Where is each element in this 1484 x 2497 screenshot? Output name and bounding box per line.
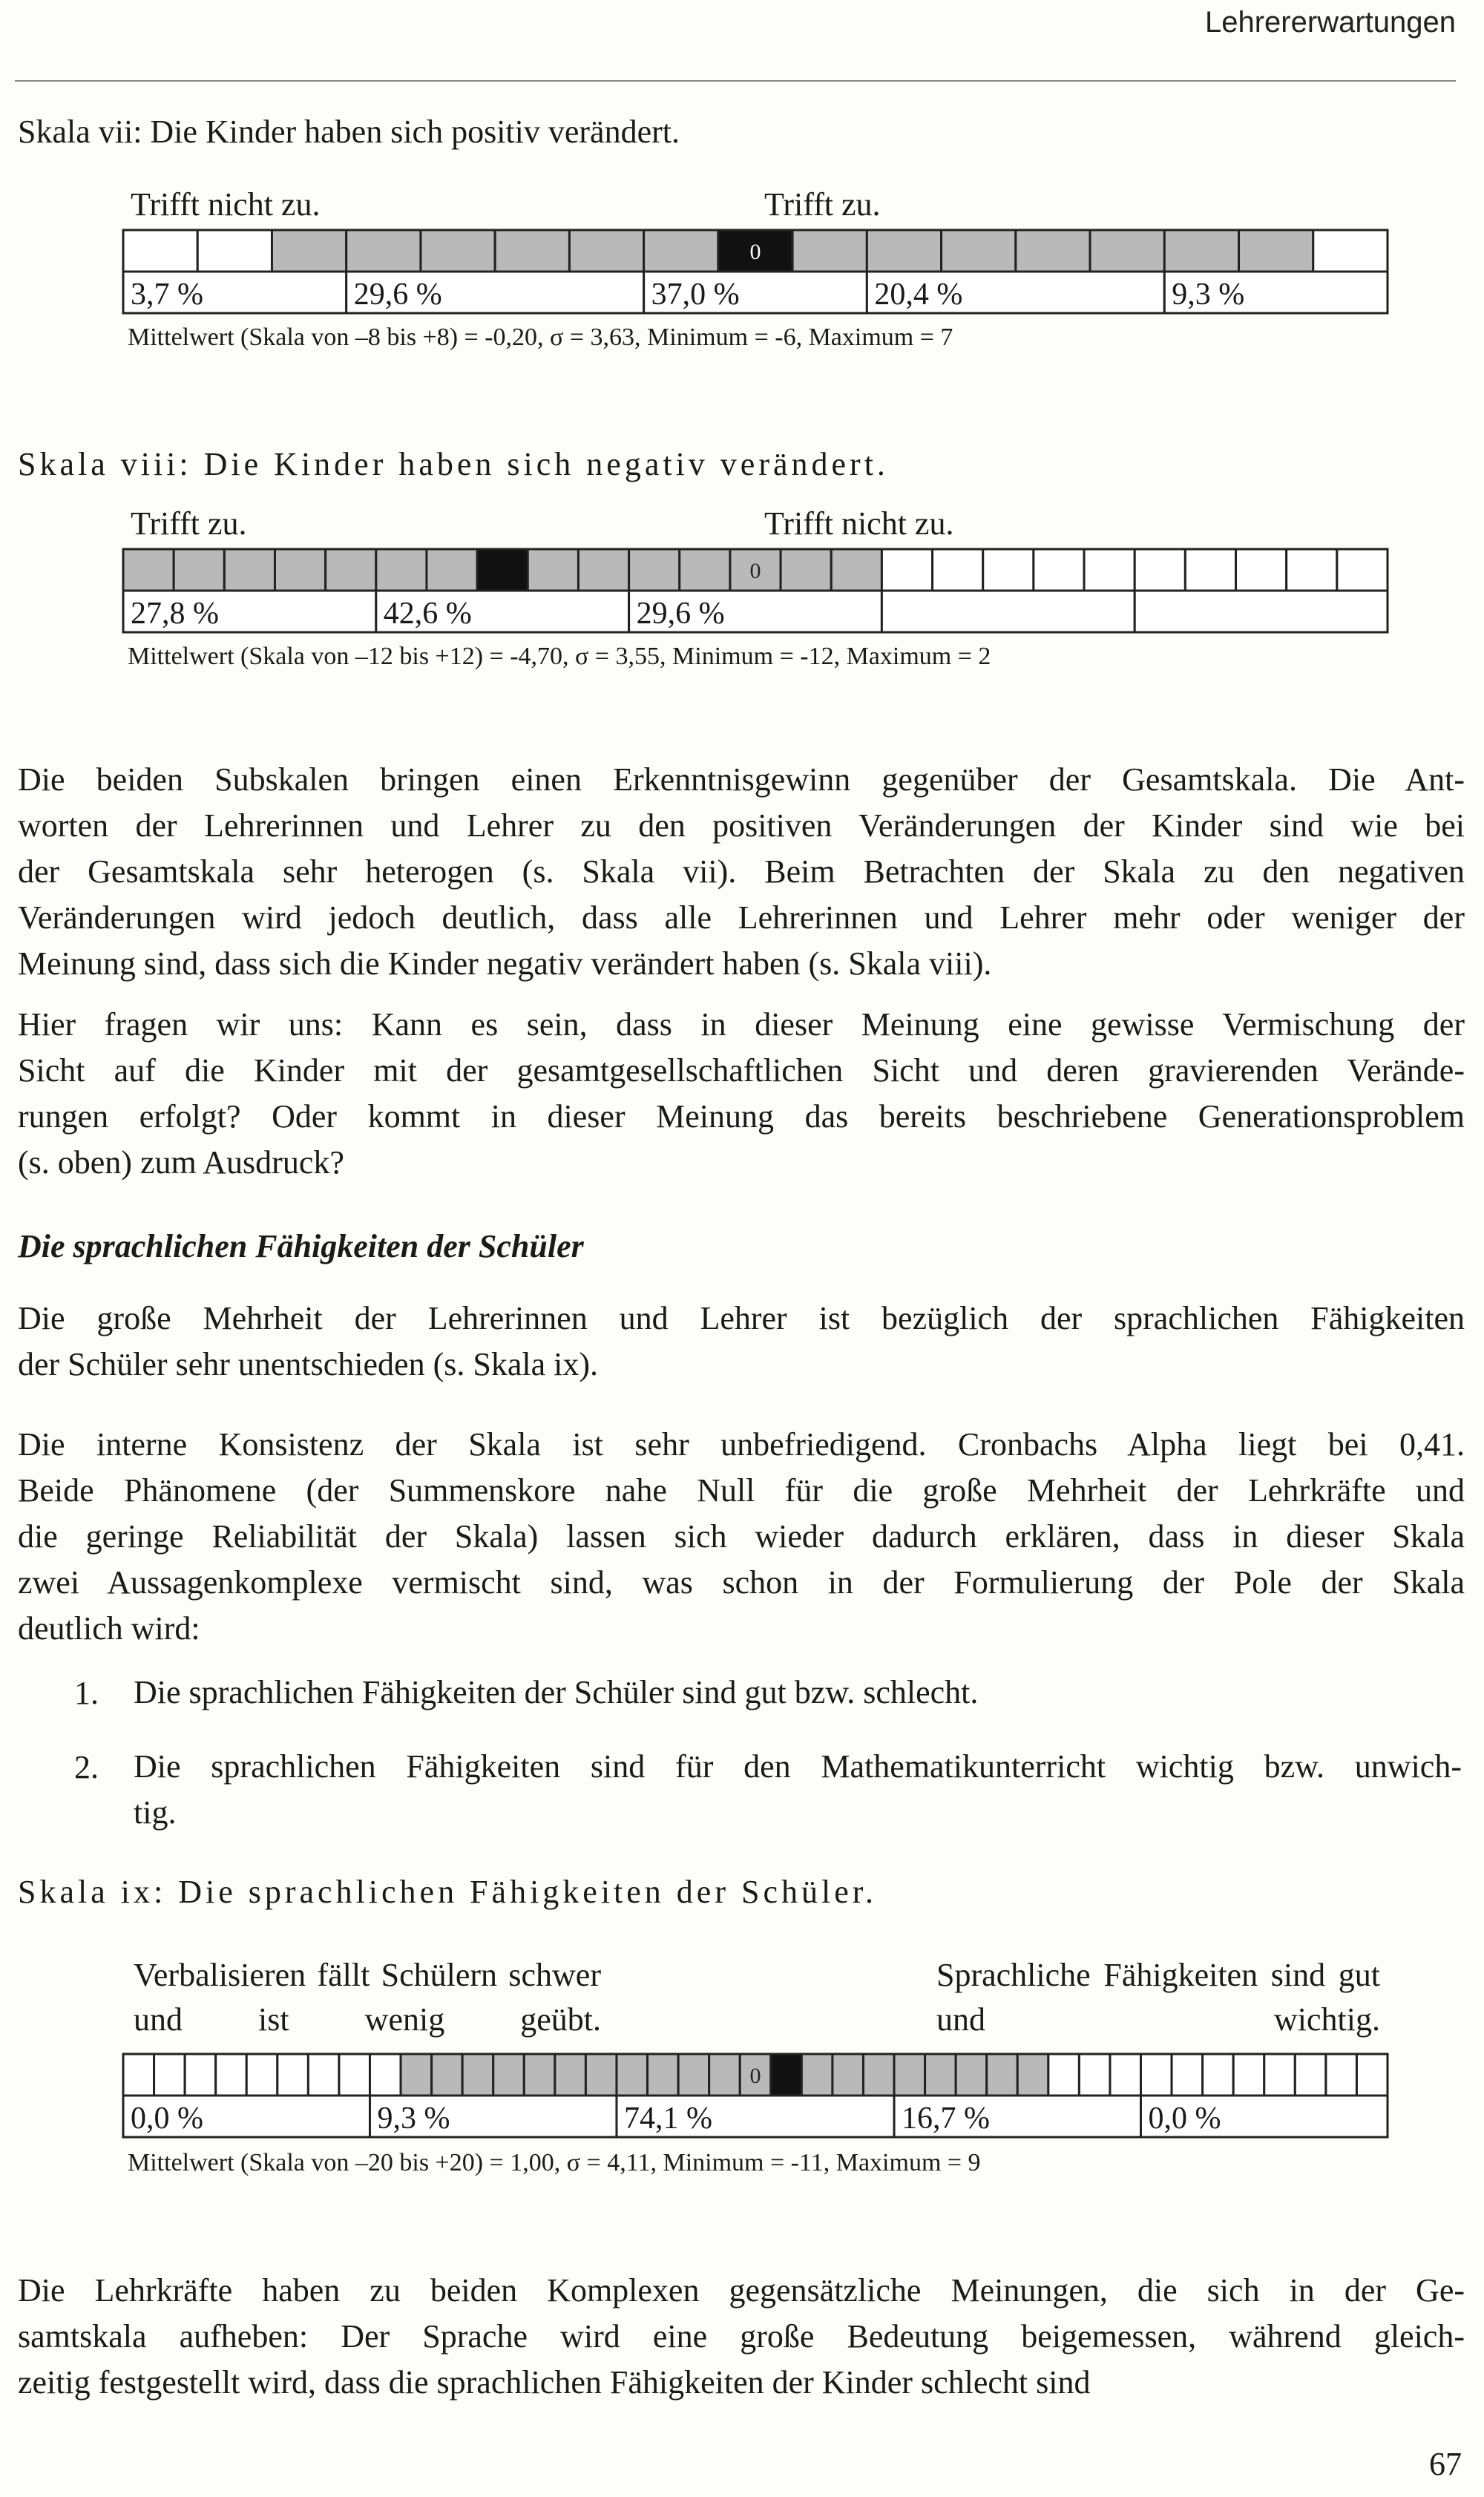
percent-cell — [881, 591, 1135, 632]
paragraph-line: (s. oben) zum Ausdruck? — [18, 1144, 344, 1181]
scale-vii-title: Skala vii: Die Kinder haben sich positiv verändert. — [18, 114, 680, 150]
scale-cell — [1233, 2054, 1264, 2096]
scale-cell — [1287, 549, 1337, 591]
scale-ix-title: Skala ix: Die sprachlichen Fähigkeiten der Schüler. — [18, 1874, 877, 1910]
list-number: 2. — [74, 1749, 99, 1785]
scale-cell — [123, 549, 174, 591]
scale-cell — [933, 549, 983, 591]
scale-cell — [477, 549, 528, 591]
running-header: Lehrererwartungen — [1205, 6, 1456, 39]
paragraph-line: Veränderungen wird jedoch deutlich, dass alle Lehrerinnen und Lehrer mehr oder weniger der — [18, 899, 1465, 936]
scale-cell — [1090, 230, 1164, 272]
scale-cell — [1135, 549, 1185, 591]
paragraph-5 — [18, 2268, 1465, 2406]
percent-label: 29,6 % — [353, 278, 442, 312]
scale-ix-left-pole: Verbalisieren fällt Schülern schwer und ist wenig geübt. — [134, 1957, 601, 2038]
paragraph-line: zwei Aussagenkomplexe vermischt sind, was schon in der Formulierung der Pole der Skala — [18, 1564, 1465, 1601]
scale-cell — [1017, 2054, 1048, 2096]
zero-label: 0 — [749, 2064, 761, 2088]
header-rule — [15, 80, 1456, 82]
scale-viii-title: Skala viii: Die Kinder haben sich negativ verändert. — [18, 446, 889, 482]
list-line: Die sprachlichen Fähigkeiten sind für den Mathematikunterricht wichtig bzw. unwich- — [134, 1748, 1462, 1785]
scale-cell — [569, 230, 643, 272]
scale-cell — [1326, 2054, 1357, 2096]
paragraph-1 — [18, 757, 1465, 987]
scale-cell — [1236, 549, 1287, 591]
scale-cell — [1356, 2054, 1388, 2096]
scale-cell — [370, 2054, 401, 2096]
scale-viii-right-pole: Trifft nicht zu. — [764, 505, 954, 542]
percent-label: 3,7 % — [131, 278, 203, 312]
percent-label: 16,7 % — [902, 2101, 991, 2136]
scale-cell — [1185, 549, 1235, 591]
paragraph-line: Sicht auf die Kinder mit der gesamtgesellschaftlichen Sicht und deren gravierenden Verände- — [18, 1052, 1465, 1089]
scale-cell — [644, 230, 718, 272]
scale-cell — [881, 549, 932, 591]
scale-cell — [801, 2054, 833, 2096]
paragraph-line: deutlich wird: — [18, 1610, 200, 1647]
paragraph-line: Die interne Konsistenz der Skala ist sehr unbefriedigend. Cronbachs Alpha liegt bei 0,41. — [18, 1426, 1465, 1463]
scale-viii-left-pole: Trifft zu. — [131, 505, 247, 542]
scale-cell — [983, 549, 1034, 591]
scale-vii-stats: Mittelwert (Skala von –8 bis +8) = -0,20, σ = 3,63, Minimum = -6, Maximum = 7 — [128, 324, 953, 351]
paragraph-line: zeitig festgestellt wird, dass die sprachlichen Fähigkeiten der Kinder schlecht sind — [18, 2364, 1091, 2401]
scale-cell — [925, 2054, 956, 2096]
scale-cell — [462, 2054, 493, 2096]
scale-cell — [1048, 2054, 1080, 2096]
list-item — [134, 1744, 1462, 1836]
scale-cell — [678, 2054, 709, 2096]
percent-label: 42,6 % — [383, 597, 472, 631]
scale-cell — [376, 549, 427, 591]
paragraph-line: Die Lehrkräfte haben zu beiden Komplexen gegensätzliche Meinungen, die sich in der Ge- — [18, 2272, 1465, 2309]
scale-cell — [123, 230, 197, 272]
scale-cell — [680, 549, 730, 591]
list-line: tig. — [134, 1794, 177, 1831]
scale-cell — [867, 230, 941, 272]
scale-cell — [347, 230, 421, 272]
scale-cell — [1239, 230, 1313, 272]
paragraph-line: Hier fragen wir uns: Kann es sein, dass in dieser Meinung eine gewisse Vermischung der — [18, 1006, 1465, 1043]
scale-cell — [185, 2054, 216, 2096]
paragraph-line: Beide Phänomene (der Summenskore nahe Null für die große Mehrheit der Lehrkräfte und — [18, 1472, 1465, 1509]
scale-cell — [1337, 549, 1388, 591]
scale-cell — [524, 2054, 555, 2096]
scale-ix-chart — [122, 2053, 1389, 2140]
scale-cell — [1172, 2054, 1203, 2096]
scale-cell — [1079, 2054, 1110, 2096]
scale-cell — [1016, 230, 1090, 272]
scale-cell — [1141, 2054, 1172, 2096]
scale-cell — [427, 549, 477, 591]
scale-cell — [308, 2054, 339, 2096]
scale-cell — [174, 549, 224, 591]
scale-cell — [781, 549, 831, 591]
scale-cell — [272, 230, 346, 272]
scale-cell — [1264, 2054, 1296, 2096]
scale-viii-chart — [122, 548, 1389, 635]
scale-cell — [1203, 2054, 1234, 2096]
list-number: 1. — [74, 1675, 99, 1711]
scale-cell — [326, 549, 376, 591]
scale-cell — [894, 2054, 925, 2096]
scale-cell — [401, 2054, 432, 2096]
scale-cell — [709, 2054, 741, 2096]
scale-cell — [246, 2054, 278, 2096]
list-line: Die sprachlichen Fähigkeiten der Schüler sind gut bzw. schlecht. — [134, 1674, 979, 1710]
percent-label: 27,8 % — [131, 597, 219, 631]
list-item — [134, 1670, 1462, 1716]
scale-viii-stats: Mittelwert (Skala von –12 bis +12) = -4,70, σ = 3,55, Minimum = -12, Maximum = 2 — [128, 643, 991, 670]
scale-cell — [154, 2054, 186, 2096]
scale-cell — [1084, 549, 1135, 591]
scale-cell — [432, 2054, 463, 2096]
scale-cell — [224, 549, 275, 591]
percent-label: 74,1 % — [623, 2101, 712, 2136]
scale-cell — [495, 230, 569, 272]
percent-label: 20,4 % — [874, 278, 963, 312]
percent-label: 29,6 % — [636, 597, 725, 631]
percent-label: 9,3 % — [377, 2101, 450, 2136]
scale-cell — [629, 549, 680, 591]
scale-cell — [617, 2054, 648, 2096]
scale-cell — [831, 549, 881, 591]
paragraph-line: samtskala aufheben: Der Sprache wird eine große Bedeutung beigemessen, während gleich- — [18, 2318, 1465, 2355]
scale-cell — [1295, 2054, 1326, 2096]
scale-ix-right-pole: Sprachliche Fähigkeiten sind gut und wichtig. — [936, 1957, 1380, 2038]
scale-cell — [197, 230, 272, 272]
paragraph-4 — [18, 1422, 1465, 1652]
paragraph-3 — [18, 1296, 1465, 1388]
zero-label: 0 — [749, 559, 761, 583]
scale-cell — [528, 549, 578, 591]
scale-vii-left-pole: Trifft nicht zu. — [131, 186, 321, 223]
scale-cell — [555, 2054, 586, 2096]
scale-vii-right-pole: Trifft zu. — [764, 186, 881, 223]
scale-cell — [648, 2054, 679, 2096]
paragraph-line: der Gesamtskala sehr heterogen (s. Skala vii). Beim Betrachten der Skala zu den negativen — [18, 853, 1465, 890]
scale-cell — [339, 2054, 370, 2096]
scale-cell — [278, 2054, 309, 2096]
scale-cell — [942, 230, 1016, 272]
scale-ix-stats: Mittelwert (Skala von –20 bis +20) = 1,00, σ = 4,11, Minimum = -11, Maximum = 9 — [128, 2149, 981, 2176]
scale-cell — [275, 549, 325, 591]
scale-cell — [585, 2054, 617, 2096]
page-number: 67 — [1429, 2446, 1462, 2482]
scale-cell — [956, 2054, 987, 2096]
percent-cell — [1135, 591, 1388, 632]
scale-cell — [987, 2054, 1018, 2096]
scale-cell — [123, 2054, 154, 2096]
scale-vii-chart — [122, 229, 1389, 316]
paragraph-2 — [18, 1002, 1465, 1186]
scale-cell — [771, 2054, 802, 2096]
paragraph-line: rungen erfolgt? Oder kommt in dieser Meinung das bereits beschriebene Generationsproblem — [18, 1098, 1465, 1135]
percent-label: 9,3 % — [1172, 278, 1245, 312]
percent-label: 0,0 % — [1148, 2101, 1221, 2136]
scale-cell — [578, 549, 628, 591]
scale-cell — [863, 2054, 894, 2096]
paragraph-line: Die große Mehrheit der Lehrerinnen und Lehrer ist bezüglich der sprachlichen Fähigkeiten — [18, 1300, 1465, 1336]
scale-cell — [1164, 230, 1238, 272]
scale-cell — [833, 2054, 864, 2096]
paragraph-line: der Schüler sehr unentschieden (s. Skala ix). — [18, 1346, 598, 1382]
paragraph-line: die geringe Reliabilität der Skala) lassen sich wieder dadurch erklären, dass in dieser Skala — [18, 1518, 1465, 1555]
section-heading: Die sprachlichen Fähigkeiten der Schüler — [18, 1228, 584, 1264]
scale-cell — [1110, 2054, 1141, 2096]
scale-cell — [792, 230, 867, 272]
scale-cell — [1313, 230, 1388, 272]
scale-cell — [1034, 549, 1084, 591]
paragraph-line: worten der Lehrerinnen und Lehrer zu den positiven Veränderungen der Kinder sind wie bei — [18, 807, 1465, 844]
paragraph-line: Meinung sind, dass sich die Kinder negativ verändert haben (s. Skala viii). — [18, 945, 992, 982]
percent-label: 37,0 % — [651, 278, 740, 312]
scale-cell — [421, 230, 495, 272]
zero-label: 0 — [749, 240, 761, 264]
paragraph-line: Die beiden Subskalen bringen einen Erkenntnisgewinn gegenüber der Gesamtskala. Die Ant- — [18, 761, 1465, 798]
scale-cell — [216, 2054, 247, 2096]
percent-label: 0,0 % — [131, 2101, 203, 2136]
scale-cell — [493, 2054, 525, 2096]
